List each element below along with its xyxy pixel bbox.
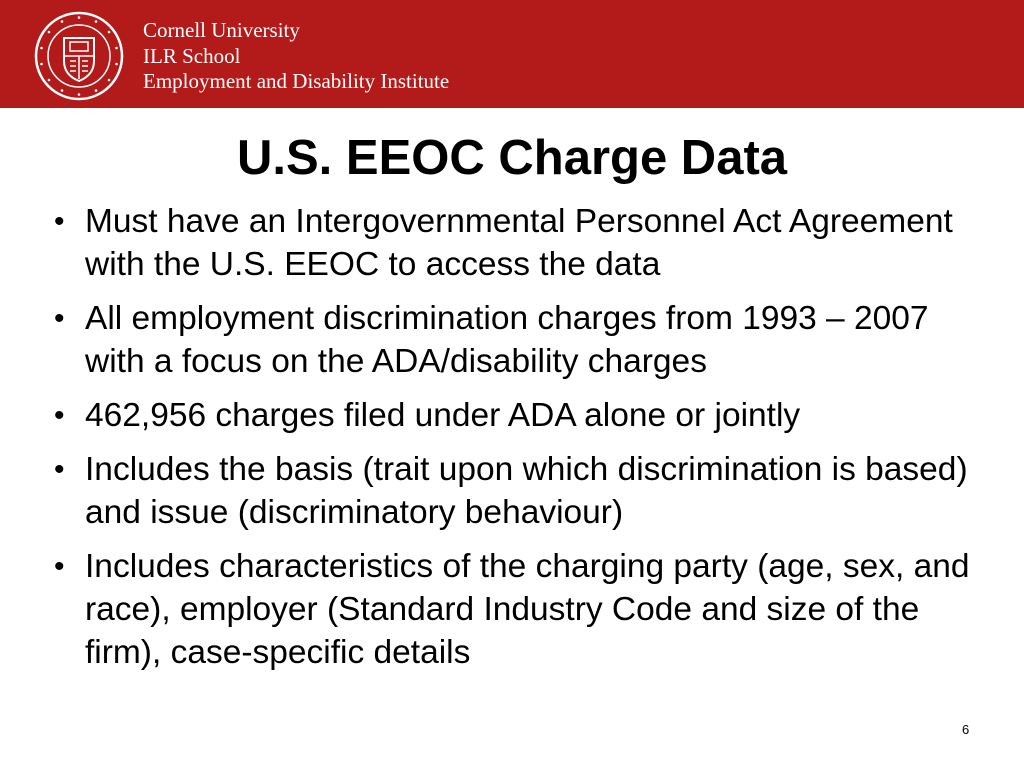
page-number: 6 — [962, 722, 970, 737]
bullet-item — [54, 394, 984, 437]
bullet-item — [54, 448, 984, 534]
bullet-text: All employment discrimination charges from 1993 – 2007 with a focus on the ADA/disability charges — [85, 300, 929, 380]
slide-title: U.S. EEOC Charge Data — [236, 131, 788, 185]
bullet-dot-icon: • — [54, 399, 65, 432]
bullet-text: 462,956 charges filed under ADA alone or jointly — [85, 397, 801, 434]
bullet-item — [54, 545, 984, 674]
institution-line-university: Cornell University — [143, 18, 300, 42]
bullet-text: Includes characteristics of the charging party (age, sex, and race), employer (Standard Industry Code and size of the firm), case-specific details — [85, 548, 970, 671]
bullet-dot-icon: • — [54, 302, 65, 335]
bullet-list — [54, 200, 984, 685]
cornell-seal-icon — [34, 11, 124, 101]
bullet-dot-icon: • — [54, 550, 65, 583]
bullet-item — [54, 297, 984, 383]
bullet-text: Must have an Intergovernmental Personnel Act Agreement with the U.S. EEOC to access the data — [85, 203, 953, 283]
institution-line-institute: Employment and Disability Institute — [143, 69, 450, 93]
institution-name — [143, 18, 449, 95]
institution-line-school: ILR School — [143, 43, 241, 68]
bullet-item — [54, 200, 984, 286]
bullet-text: Includes the basis (trait upon which discrimination is based) and issue (discriminatory behaviour) — [85, 451, 968, 531]
bullet-dot-icon: • — [54, 453, 65, 486]
header-banner — [0, 0, 1024, 108]
bullet-dot-icon: • — [54, 205, 65, 238]
